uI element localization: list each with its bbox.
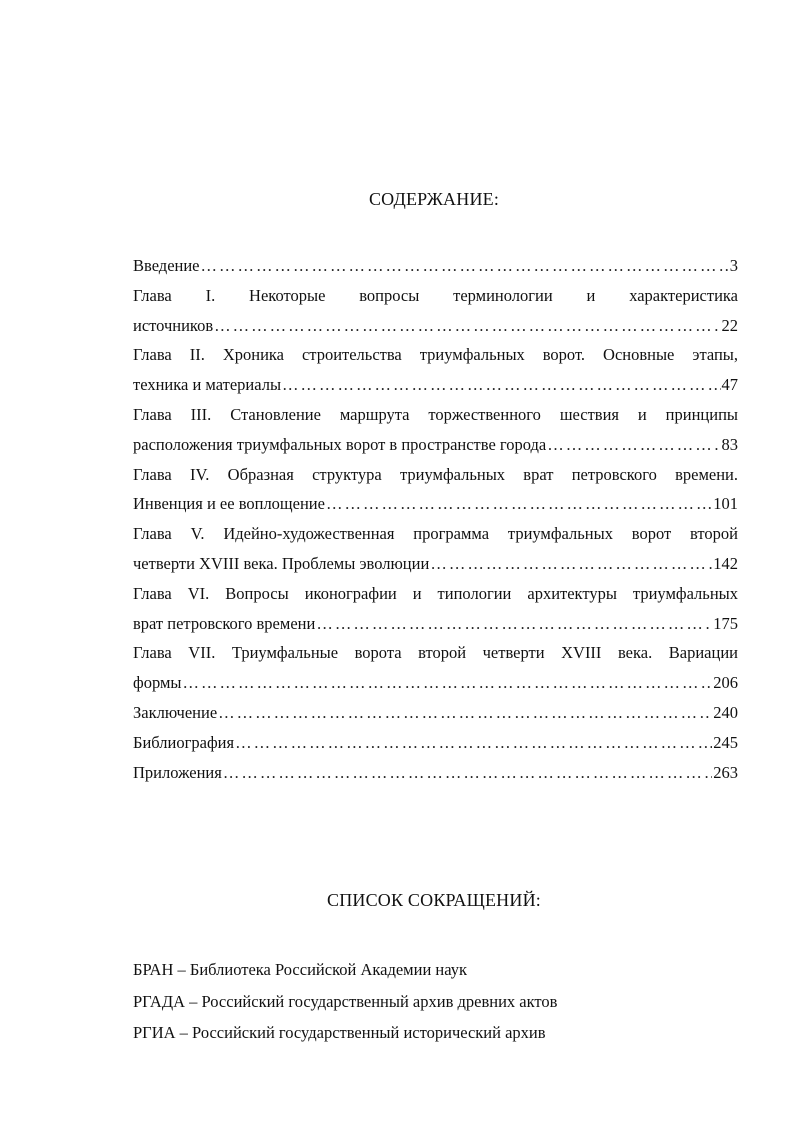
toc-entry-page: 22: [721, 315, 738, 335]
toc-entry-label: расположения триумфальных ворот в пространстве города: [133, 434, 547, 454]
toc-entry-ch7: [133, 669, 738, 697]
toc-entry-label: Заключение: [133, 702, 218, 722]
toc-entry-ch5: [133, 550, 738, 578]
dot-leader: [223, 759, 712, 787]
dot-leader: [235, 729, 712, 757]
dot-leader: [316, 610, 712, 638]
toc-entry-page: 142: [713, 553, 738, 573]
toc-entry-ch3: [133, 431, 738, 459]
toc-entry-appendix: [133, 759, 738, 787]
toc-entry-ch2: [133, 371, 738, 399]
dot-leader: [201, 252, 729, 280]
toc-entry-label: Инвенция и ее воплощение: [133, 494, 325, 514]
toc-entry-label: Приложения: [133, 762, 222, 782]
toc-entry-page: 206: [713, 673, 738, 693]
toc-entry-ch6-line1: Глава VI. Вопросы иконографии и типологии архитектуры триумфальных: [133, 583, 738, 603]
toc-entry-page: 263: [713, 762, 738, 782]
toc-entry-page: 47: [721, 375, 738, 395]
toc-title: СОДЕРЖАНИЕ:: [368, 189, 500, 209]
toc-entry-page: 83: [721, 434, 738, 454]
toc-entry-ch5-line1: Глава V. Идейно-художественная программа триумфальных ворот второй: [133, 524, 738, 544]
toc-entry-intro: [133, 252, 738, 280]
abbreviation-item: РГИА – Российский государственный исторический архив: [133, 1023, 546, 1042]
toc-entry-page: 245: [713, 732, 738, 752]
toc-entry-page: 101: [713, 494, 738, 514]
toc-entry-conclusion: [133, 699, 738, 727]
toc-entry-label: Библиография: [133, 732, 235, 752]
toc-entry-ch2-line1: Глава II. Хроника строительства триумфальных ворот. Основные этапы,: [133, 345, 738, 365]
toc-entry-ch7-line1: Глава VII. Триумфальные ворота второй четверти XVIII века. Вариации: [133, 643, 738, 663]
toc-entry-page: 3: [729, 256, 738, 275]
toc-entry-ch4-line1: Глава IV. Образная структура триумфальных врат петровского времени.: [133, 464, 738, 484]
toc-entry-label: техника и материалы: [133, 375, 282, 395]
toc-entry-label: источников: [133, 315, 214, 335]
toc-entry-ch3-line1: Глава III. Становление маршрута торжественного шествия и принципы: [133, 404, 738, 424]
toc-entry-page: 240: [713, 702, 738, 722]
abbreviation-item: БРАН – Библиотека Российской Академии наук: [133, 960, 467, 979]
toc-entry-page: 175: [713, 613, 738, 633]
abbreviation-item: РГАДА – Российский государственный архив древних актов: [133, 991, 558, 1011]
toc-entry-ch4: [133, 490, 738, 518]
dot-leader: [547, 431, 720, 459]
abbreviations-list: [133, 956, 738, 1051]
toc-entry-label: врат петровского времени: [133, 613, 316, 633]
toc-entry-bibliography: [133, 729, 738, 757]
toc-entry-label: формы: [133, 673, 182, 693]
toc-entry-ch1: [133, 312, 738, 340]
table-of-contents: [133, 252, 738, 788]
toc-entry-ch6: [133, 610, 738, 638]
dot-leader: [282, 371, 720, 399]
dot-leader: [218, 699, 712, 727]
toc-entry-label: Введение: [133, 256, 200, 275]
dot-leader: [326, 490, 712, 518]
abbreviations-title: СПИСОК СОКРАЩЕНИЙ:: [327, 890, 541, 910]
dot-leader: [182, 669, 712, 697]
toc-entry-ch1-line1: Глава I. Некоторые вопросы терминологии и характеристика: [133, 285, 738, 305]
toc-entry-label: четверти XVIII века. Проблемы эволюции: [133, 553, 430, 573]
dot-leader: [214, 312, 720, 340]
dot-leader: [430, 550, 712, 578]
